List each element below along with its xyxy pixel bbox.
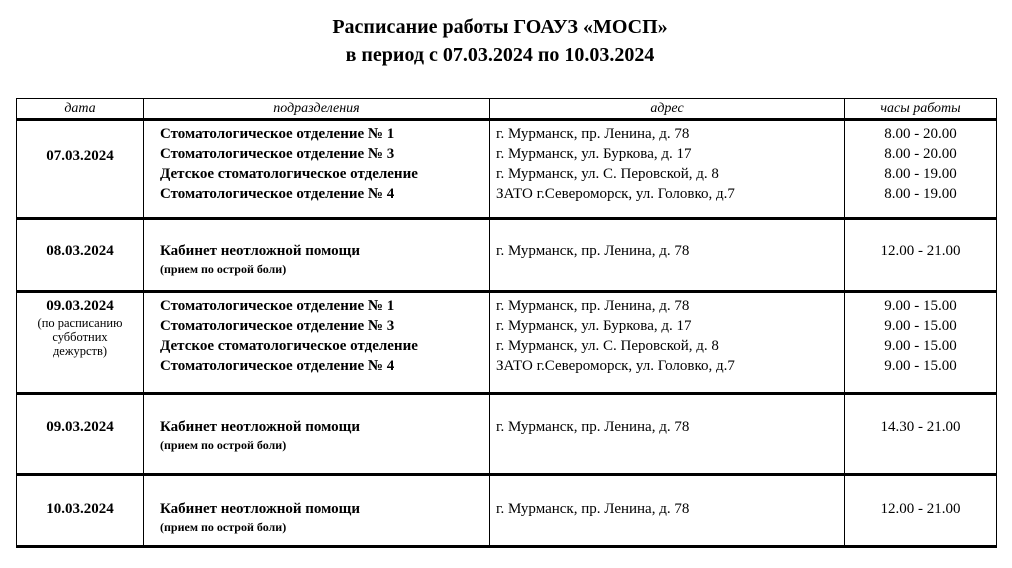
address-text: ЗАТО г.Североморск, ул. Головко, д.7: [496, 186, 735, 202]
hours-text: 9.00 - 15.00: [884, 298, 957, 314]
address-cell: [490, 292, 845, 394]
division-cell: [144, 219, 490, 292]
date-cell: [17, 120, 144, 219]
division-cell: [144, 475, 490, 547]
division-name: Детское стоматологическое отделение: [160, 338, 418, 354]
table-row: [17, 219, 997, 292]
division-name: Стоматологическое отделение № 4: [160, 358, 395, 374]
division-cell: [144, 292, 490, 394]
address-text: г. Мурманск, пр. Ленина, д. 78: [496, 419, 690, 435]
address-text: г. Мурманск, пр. Ленина, д. 78: [496, 298, 690, 314]
hours-cell: [845, 120, 997, 219]
date-note: (по расписанию: [37, 316, 123, 330]
hours-cell: [845, 394, 997, 475]
division-name: Стоматологическое отделение № 1: [160, 298, 395, 314]
header-hours: часы работы: [845, 99, 997, 120]
hours-text: 8.00 - 19.00: [884, 166, 957, 182]
division-note: (прием по острой боли): [160, 520, 287, 534]
hours-text: 9.00 - 15.00: [884, 338, 957, 354]
schedule-table: [16, 98, 997, 548]
division-name: Стоматологическое отделение № 3: [160, 146, 395, 162]
address-cell: [490, 475, 845, 547]
address-text: ЗАТО г.Североморск, ул. Головко, д.7: [496, 358, 735, 374]
document-subtitle: в период с 07.03.2024 по 10.03.2024: [345, 44, 655, 66]
date-cell: [17, 219, 144, 292]
table-row: [17, 475, 997, 547]
hours-cell: [845, 292, 997, 394]
address-cell: [490, 219, 845, 292]
division-name: Детское стоматологическое отделение: [160, 166, 418, 182]
division-note: (прием по острой боли): [160, 262, 287, 276]
hours-text: 8.00 - 20.00: [884, 146, 957, 162]
address-cell: [490, 120, 845, 219]
header-division: подразделения: [144, 99, 490, 120]
table-row: [17, 292, 997, 394]
address-text: г. Мурманск, ул. С. Перовской, д. 8: [496, 166, 719, 182]
date-text: 09.03.2024: [46, 419, 114, 435]
table-header-row: [17, 99, 997, 120]
division-cell: [144, 120, 490, 219]
date-note: субботних: [52, 330, 108, 344]
hours-text: 14.30 - 21.00: [880, 419, 961, 435]
date-note: дежурств): [52, 344, 108, 358]
address-cell: [490, 394, 845, 475]
division-name: Кабинет неотложной помощи: [160, 243, 360, 259]
table-row: [17, 394, 997, 475]
date-text: 09.03.2024: [46, 298, 114, 314]
hours-text: 9.00 - 15.00: [884, 318, 957, 334]
address-text: г. Мурманск, пр. Ленина, д. 78: [496, 501, 690, 517]
division-cell: [144, 394, 490, 475]
hours-text: 12.00 - 21.00: [880, 243, 961, 259]
document-title: Расписание работы ГОАУЗ «МОСП»: [332, 16, 668, 38]
hours-cell: [845, 475, 997, 547]
date-text: 07.03.2024: [46, 148, 114, 164]
division-name: Кабинет неотложной помощи: [160, 419, 360, 435]
division-name: Стоматологическое отделение № 4: [160, 186, 395, 202]
date-cell: [17, 292, 144, 394]
hours-text: 8.00 - 20.00: [884, 126, 957, 142]
hours-text: 9.00 - 15.00: [884, 358, 957, 374]
address-text: г. Мурманск, ул. Буркова, д. 17: [496, 146, 692, 162]
hours-cell: [845, 219, 997, 292]
address-text: г. Мурманск, ул. С. Перовской, д. 8: [496, 338, 719, 354]
date-text: 10.03.2024: [46, 501, 114, 517]
address-text: г. Мурманск, пр. Ленина, д. 78: [496, 126, 690, 142]
hours-text: 8.00 - 19.00: [884, 186, 957, 202]
address-text: г. Мурманск, ул. Буркова, д. 17: [496, 318, 692, 334]
header-date: дата: [17, 99, 144, 120]
division-name: Стоматологическое отделение № 1: [160, 126, 395, 142]
division-note: (прием по острой боли): [160, 438, 287, 452]
date-cell: [17, 475, 144, 547]
address-text: г. Мурманск, пр. Ленина, д. 78: [496, 243, 690, 259]
date-text: 08.03.2024: [46, 243, 114, 259]
header-address: адрес: [490, 99, 845, 120]
division-name: Стоматологическое отделение № 3: [160, 318, 395, 334]
hours-text: 12.00 - 21.00: [880, 501, 961, 517]
date-cell: [17, 394, 144, 475]
table-row: [17, 120, 997, 219]
division-name: Кабинет неотложной помощи: [160, 501, 360, 517]
